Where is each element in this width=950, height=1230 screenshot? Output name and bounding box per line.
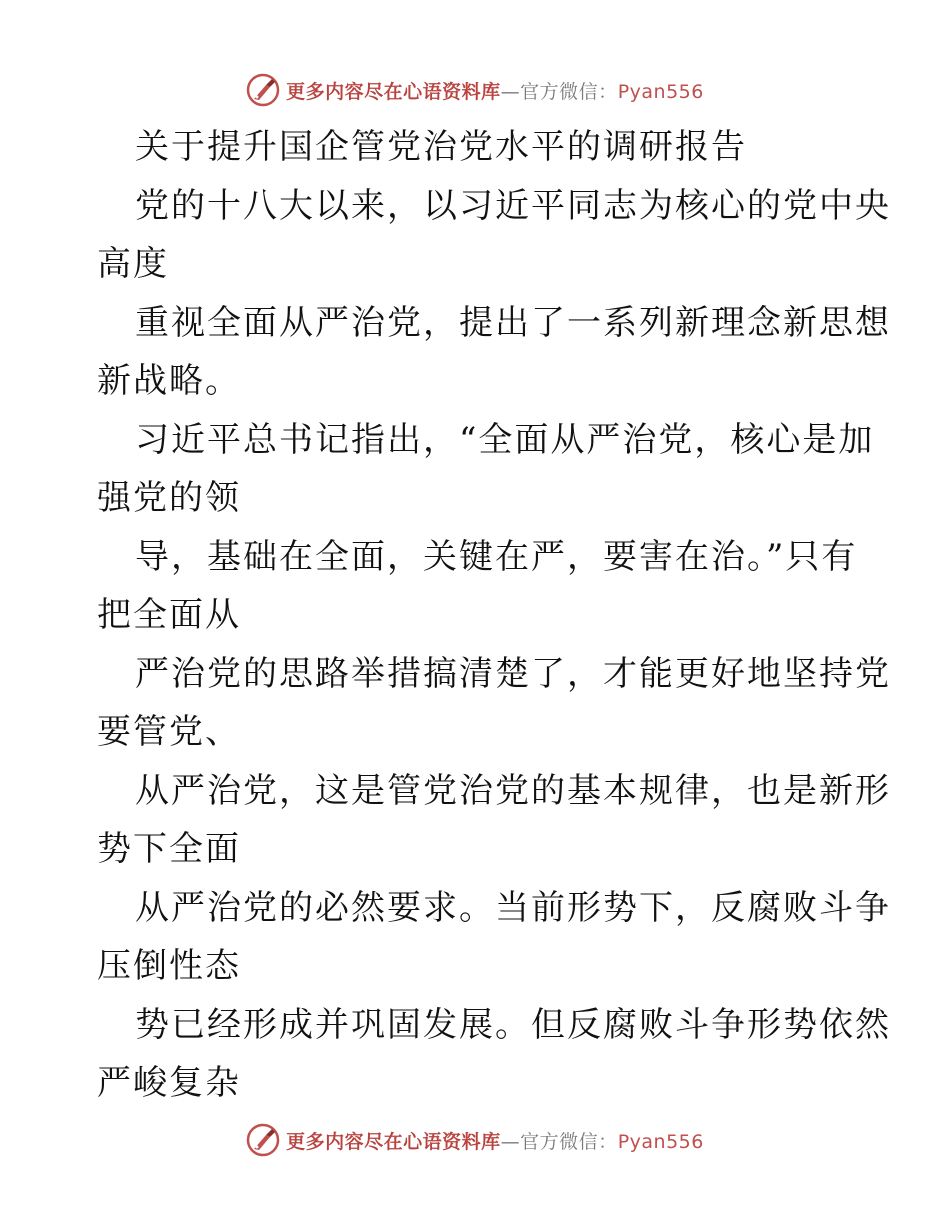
paragraph-line: 势已经形成并巩固发展。但反腐败斗争形势依然 xyxy=(135,1004,891,1045)
banner-wechat-id: Pyan556 xyxy=(617,1130,704,1153)
pen-logo-icon xyxy=(246,73,280,107)
paragraph-line: 从严治党，这是管党治党的基本规律，也是新形 xyxy=(135,770,891,811)
banner-wechat-id: Pyan556 xyxy=(617,80,704,103)
document-title: 关于提升国企管党治党水平的调研报告 xyxy=(135,127,747,167)
paragraph-line: 压倒性态 xyxy=(97,946,241,986)
paragraph-line: 导，基础在全面，关键在严，要害在治。”只有 xyxy=(135,536,858,577)
document-body xyxy=(97,118,891,1113)
banner-text xyxy=(286,77,704,104)
paragraph-line: 习近平总书记指出，“全面从严治党，核心是加 xyxy=(135,419,875,460)
paragraph-line: 新战略。 xyxy=(97,361,241,401)
banner-text xyxy=(286,1127,704,1154)
banner-library-name: 更多内容尽在心语资料库 xyxy=(286,1130,501,1153)
paragraph-line: 强党的领 xyxy=(97,478,241,518)
header-banner xyxy=(0,70,950,110)
paragraph-line: 党的十八大以来，以习近平同志为核心的党中央 xyxy=(135,185,891,226)
paragraph-line: 要管党、 xyxy=(97,712,241,752)
paragraph-line: 高度 xyxy=(97,244,169,284)
paragraph-line: 从严治党的必然要求。当前形势下，反腐败斗争 xyxy=(135,887,891,928)
banner-library-name: 更多内容尽在心语资料库 xyxy=(286,80,501,103)
paragraph-line: 把全面从 xyxy=(97,595,241,635)
paragraph-line: 重视全面从严治党，提出了一系列新理念新思想 xyxy=(135,302,891,343)
banner-wechat-label: —官方微信： xyxy=(500,1130,618,1153)
paragraph-line: 严治党的思路举措搞清楚了，才能更好地坚持党 xyxy=(135,653,891,694)
banner-wechat-label: —官方微信： xyxy=(500,80,618,103)
paragraph-line: 势下全面 xyxy=(97,829,241,869)
footer-banner xyxy=(0,1120,950,1160)
paragraph-line: 严峻复杂 xyxy=(97,1063,241,1103)
pen-logo-icon xyxy=(246,1123,280,1157)
